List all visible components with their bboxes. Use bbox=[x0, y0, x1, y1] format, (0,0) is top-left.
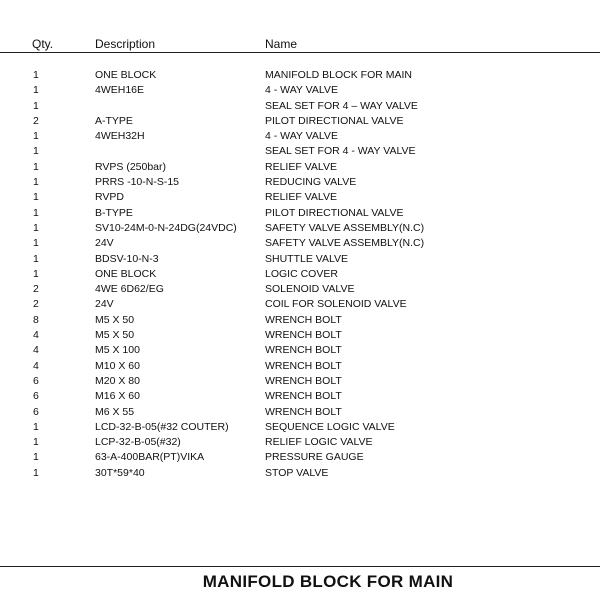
table-row bbox=[0, 435, 600, 450]
row-name: SEQUENCE LOGIC VALVE bbox=[265, 420, 395, 433]
row-qty: 8 bbox=[33, 313, 39, 326]
row-qty: 6 bbox=[33, 390, 39, 403]
table-row bbox=[0, 466, 600, 481]
table-row bbox=[0, 83, 600, 98]
row-description: M16 X 60 bbox=[95, 390, 140, 403]
table-row bbox=[0, 313, 600, 328]
row-name: RELIEF LOGIC VALVE bbox=[265, 436, 373, 449]
header-description: Description bbox=[95, 37, 156, 51]
row-name: 4 - WAY VALVE bbox=[265, 84, 338, 97]
table-header bbox=[0, 36, 600, 52]
row-qty: 2 bbox=[33, 114, 39, 127]
table-row bbox=[0, 267, 600, 282]
row-qty: 1 bbox=[33, 145, 39, 158]
table-row bbox=[0, 68, 600, 83]
row-name: SAFETY VALVE ASSEMBLY(N.C) bbox=[265, 221, 425, 234]
table-row bbox=[0, 175, 600, 190]
row-qty: 1 bbox=[33, 69, 39, 81]
row-name: RELIEF VALVE bbox=[265, 191, 337, 204]
row-description: 24V bbox=[95, 298, 114, 311]
row-name: RELIEF VALVE bbox=[265, 160, 337, 173]
row-description: RVPS (250bar) bbox=[95, 160, 167, 173]
row-name: PILOT DIRECTIONAL VALVE bbox=[265, 206, 404, 219]
row-qty: 1 bbox=[33, 99, 39, 112]
row-name: LOGIC COVER bbox=[265, 267, 338, 280]
table-row bbox=[0, 374, 600, 389]
row-qty: 2 bbox=[33, 283, 39, 296]
row-qty: 1 bbox=[33, 221, 39, 234]
row-qty: 4 bbox=[33, 329, 39, 342]
row-description: 4WE 6D62/EG bbox=[95, 283, 164, 296]
row-description: RVPD bbox=[95, 191, 124, 204]
table-row bbox=[0, 160, 600, 175]
table-row bbox=[0, 359, 600, 374]
row-description: ONE BLOCK bbox=[95, 69, 157, 81]
row-name: SOLENOID VALVE bbox=[265, 283, 355, 296]
parts-table-body bbox=[0, 68, 600, 481]
table-row bbox=[0, 236, 600, 251]
footer-title-block bbox=[0, 572, 600, 592]
table-row bbox=[0, 114, 600, 129]
row-name: SEAL SET FOR 4 – WAY VALVE bbox=[265, 99, 418, 112]
row-qty: 1 bbox=[33, 252, 39, 265]
row-description: B-TYPE bbox=[95, 206, 133, 219]
row-name: WRENCH BOLT bbox=[265, 313, 342, 326]
table-row bbox=[0, 297, 600, 312]
row-description: M10 X 60 bbox=[95, 359, 140, 372]
row-qty: 4 bbox=[33, 344, 39, 357]
table-row bbox=[0, 206, 600, 221]
row-name: WRENCH BOLT bbox=[265, 329, 342, 342]
row-qty: 6 bbox=[33, 405, 39, 418]
row-description: M5 X 50 bbox=[95, 313, 135, 326]
row-description: A-TYPE bbox=[95, 114, 133, 127]
row-description: 4WEH16E bbox=[95, 84, 145, 97]
row-description: LCD-32-B-05(#32 COUTER) bbox=[95, 420, 229, 433]
row-description: SV10-24M-0-N-24DG(24VDC) bbox=[95, 221, 237, 234]
row-name: WRENCH BOLT bbox=[265, 344, 342, 357]
header-qty: Qty. bbox=[32, 37, 54, 51]
row-description: M5 X 50 bbox=[95, 329, 135, 342]
row-description: M20 X 80 bbox=[95, 374, 140, 387]
row-description: M5 X 100 bbox=[95, 344, 140, 357]
header-name: Name bbox=[265, 37, 298, 51]
footer-divider bbox=[0, 566, 600, 567]
table-row bbox=[0, 420, 600, 435]
row-qty: 1 bbox=[33, 466, 39, 479]
table-row bbox=[0, 405, 600, 420]
row-name: PILOT DIRECTIONAL VALVE bbox=[265, 114, 404, 127]
row-name: SAFETY VALVE ASSEMBLY(N.C) bbox=[265, 237, 425, 250]
row-description: 63-A-400BAR(PT)VIKA bbox=[95, 451, 205, 464]
row-name: PRESSURE GAUGE bbox=[265, 451, 364, 464]
row-description: 30T*59*40 bbox=[95, 466, 145, 479]
row-name: WRENCH BOLT bbox=[265, 374, 342, 387]
footer-title: MANIFOLD BLOCK FOR MAIN bbox=[202, 572, 454, 591]
table-row bbox=[0, 252, 600, 267]
row-name: SEAL SET FOR 4 - WAY VALVE bbox=[265, 145, 416, 158]
table-row bbox=[0, 328, 600, 343]
row-qty: 1 bbox=[33, 84, 39, 97]
table-row bbox=[0, 144, 600, 159]
row-description: LCP-32-B-05(#32) bbox=[95, 436, 181, 449]
row-qty: 2 bbox=[33, 298, 39, 311]
header-divider bbox=[0, 52, 600, 53]
row-description: 24V bbox=[95, 237, 114, 250]
table-row bbox=[0, 389, 600, 404]
row-name: COIL FOR SOLENOID VALVE bbox=[265, 298, 407, 311]
row-name: WRENCH BOLT bbox=[265, 405, 342, 418]
row-qty: 1 bbox=[33, 267, 39, 280]
table-row bbox=[0, 190, 600, 205]
row-name: REDUCING VALVE bbox=[265, 176, 357, 189]
row-qty: 4 bbox=[33, 359, 39, 372]
row-description: 4WEH32H bbox=[95, 130, 145, 143]
row-description: BDSV-10-N-3 bbox=[95, 252, 159, 265]
row-qty: 1 bbox=[33, 436, 39, 449]
row-description: ONE BLOCK bbox=[95, 267, 157, 280]
row-qty: 1 bbox=[33, 451, 39, 464]
table-row bbox=[0, 99, 600, 114]
row-qty: 1 bbox=[33, 237, 39, 250]
row-name: WRENCH BOLT bbox=[265, 390, 342, 403]
row-qty: 1 bbox=[33, 176, 39, 189]
row-name: 4 - WAY VALVE bbox=[265, 130, 338, 143]
row-qty: 1 bbox=[33, 420, 39, 433]
row-qty: 6 bbox=[33, 374, 39, 387]
row-name: MANIFOLD BLOCK FOR MAIN bbox=[265, 69, 413, 81]
table-row bbox=[0, 221, 600, 236]
row-name: SHUTTLE VALVE bbox=[265, 252, 349, 265]
row-description: PRRS -10-N-S-15 bbox=[95, 176, 180, 189]
table-row bbox=[0, 343, 600, 358]
table-row bbox=[0, 282, 600, 297]
table-row bbox=[0, 129, 600, 144]
row-description: M6 X 55 bbox=[95, 405, 135, 418]
table-row bbox=[0, 450, 600, 465]
row-qty: 1 bbox=[33, 191, 39, 204]
row-name: STOP VALVE bbox=[265, 466, 329, 479]
row-qty: 1 bbox=[33, 130, 39, 143]
row-qty: 1 bbox=[33, 206, 39, 219]
row-name: WRENCH BOLT bbox=[265, 359, 342, 372]
row-qty: 1 bbox=[33, 160, 39, 173]
